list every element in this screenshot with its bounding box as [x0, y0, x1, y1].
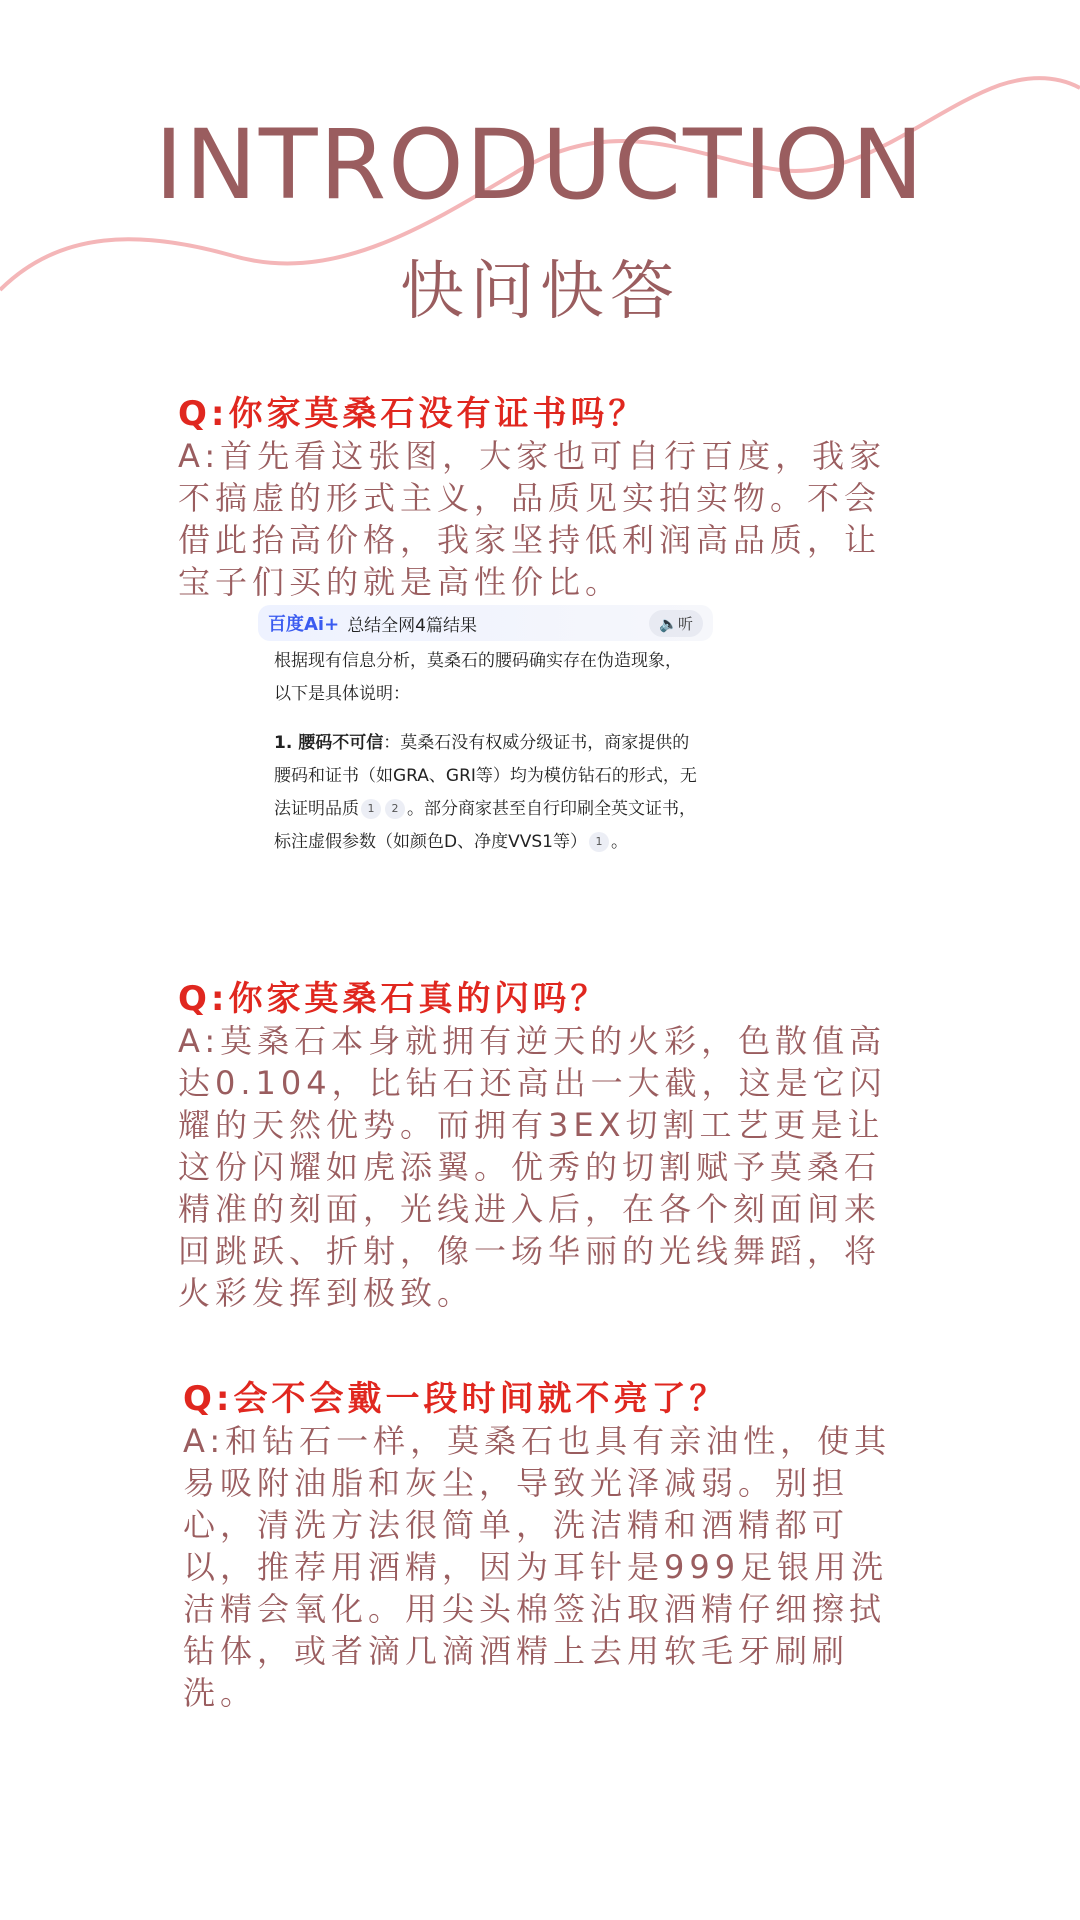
baidu-ai-screenshot	[258, 605, 713, 895]
baidu-ai-intro: 根据现有信息分析，莫桑石的腰码确实存在伪造现象，以下是具体说明：	[274, 651, 682, 704]
baidu-ai-header	[258, 605, 713, 641]
answer-1: A:首先看这张图，大家也可自行百度，我家不搞虚的形式主义，品质见实拍实物。不会借此抬高价格，我家坚持低利润高品质，让宝子们买的就是高性价比。	[178, 437, 887, 601]
question-3: Q:会不会戴一段时间就不亮了？	[183, 1379, 728, 1419]
speaker-icon: 🔈	[659, 614, 678, 633]
qa-block-1	[178, 393, 908, 603]
page-title-english: INTRODUCTION	[154, 109, 926, 221]
baidu-ai-logo: 百度Ai+	[268, 614, 340, 635]
baidu-ai-body	[258, 641, 713, 863]
baidu-ai-summary: 总结全网4篇结果	[347, 615, 478, 636]
baidu-ai-point-1: 1. 腰码不可信：莫桑石没有权威分级证书，商家提供的腰码和证书（如GRA、GRI等）均为模仿钻石的形式，无法证明品质 1 2 。部分商家甚至自行印刷全英文证书，标注虚假参数（如颜色D、净度VVS1等） 1 。	[274, 733, 697, 852]
citation-badge[interactable]: 1	[361, 799, 381, 819]
question-1: Q:你家莫桑石没有证书吗？	[178, 394, 647, 434]
qa-block-3	[183, 1378, 913, 1714]
listen-button[interactable]: 🔈听	[649, 610, 703, 637]
citation-badge[interactable]: 1	[589, 832, 609, 852]
citation-badge[interactable]: 2	[385, 799, 405, 819]
qa-block-2	[178, 978, 908, 1314]
answer-3: A:和钻石一样，莫桑石也具有亲油性，使其易吸附油脂和灰尘，导致光泽减弱。别担心，清洗方法很简单，洗洁精和酒精都可以，推荐用酒精，因为耳针是999足银用洗洁精会氧化。用尖头棉签沾取酒精仔细擦拭钻体，或者滴几滴酒精上去用软毛牙刷刷洗。	[183, 1422, 892, 1712]
page-title-chinese: 快问快答	[400, 255, 680, 329]
question-2: Q:你家莫桑石真的闪吗？	[178, 979, 609, 1019]
answer-2: A:莫桑石本身就拥有逆天的火彩，色散值高达0.104，比钻石还高出一大截，这是它闪耀的天然优势。而拥有3EX切割工艺更是让这份闪耀如虎添翼。优秀的切割赋予莫桑石精准的刻面，光线进入后，在各个刻面间来回跳跃、折射，像一场华丽的光线舞蹈，将火彩发挥到极致。	[178, 1022, 887, 1312]
